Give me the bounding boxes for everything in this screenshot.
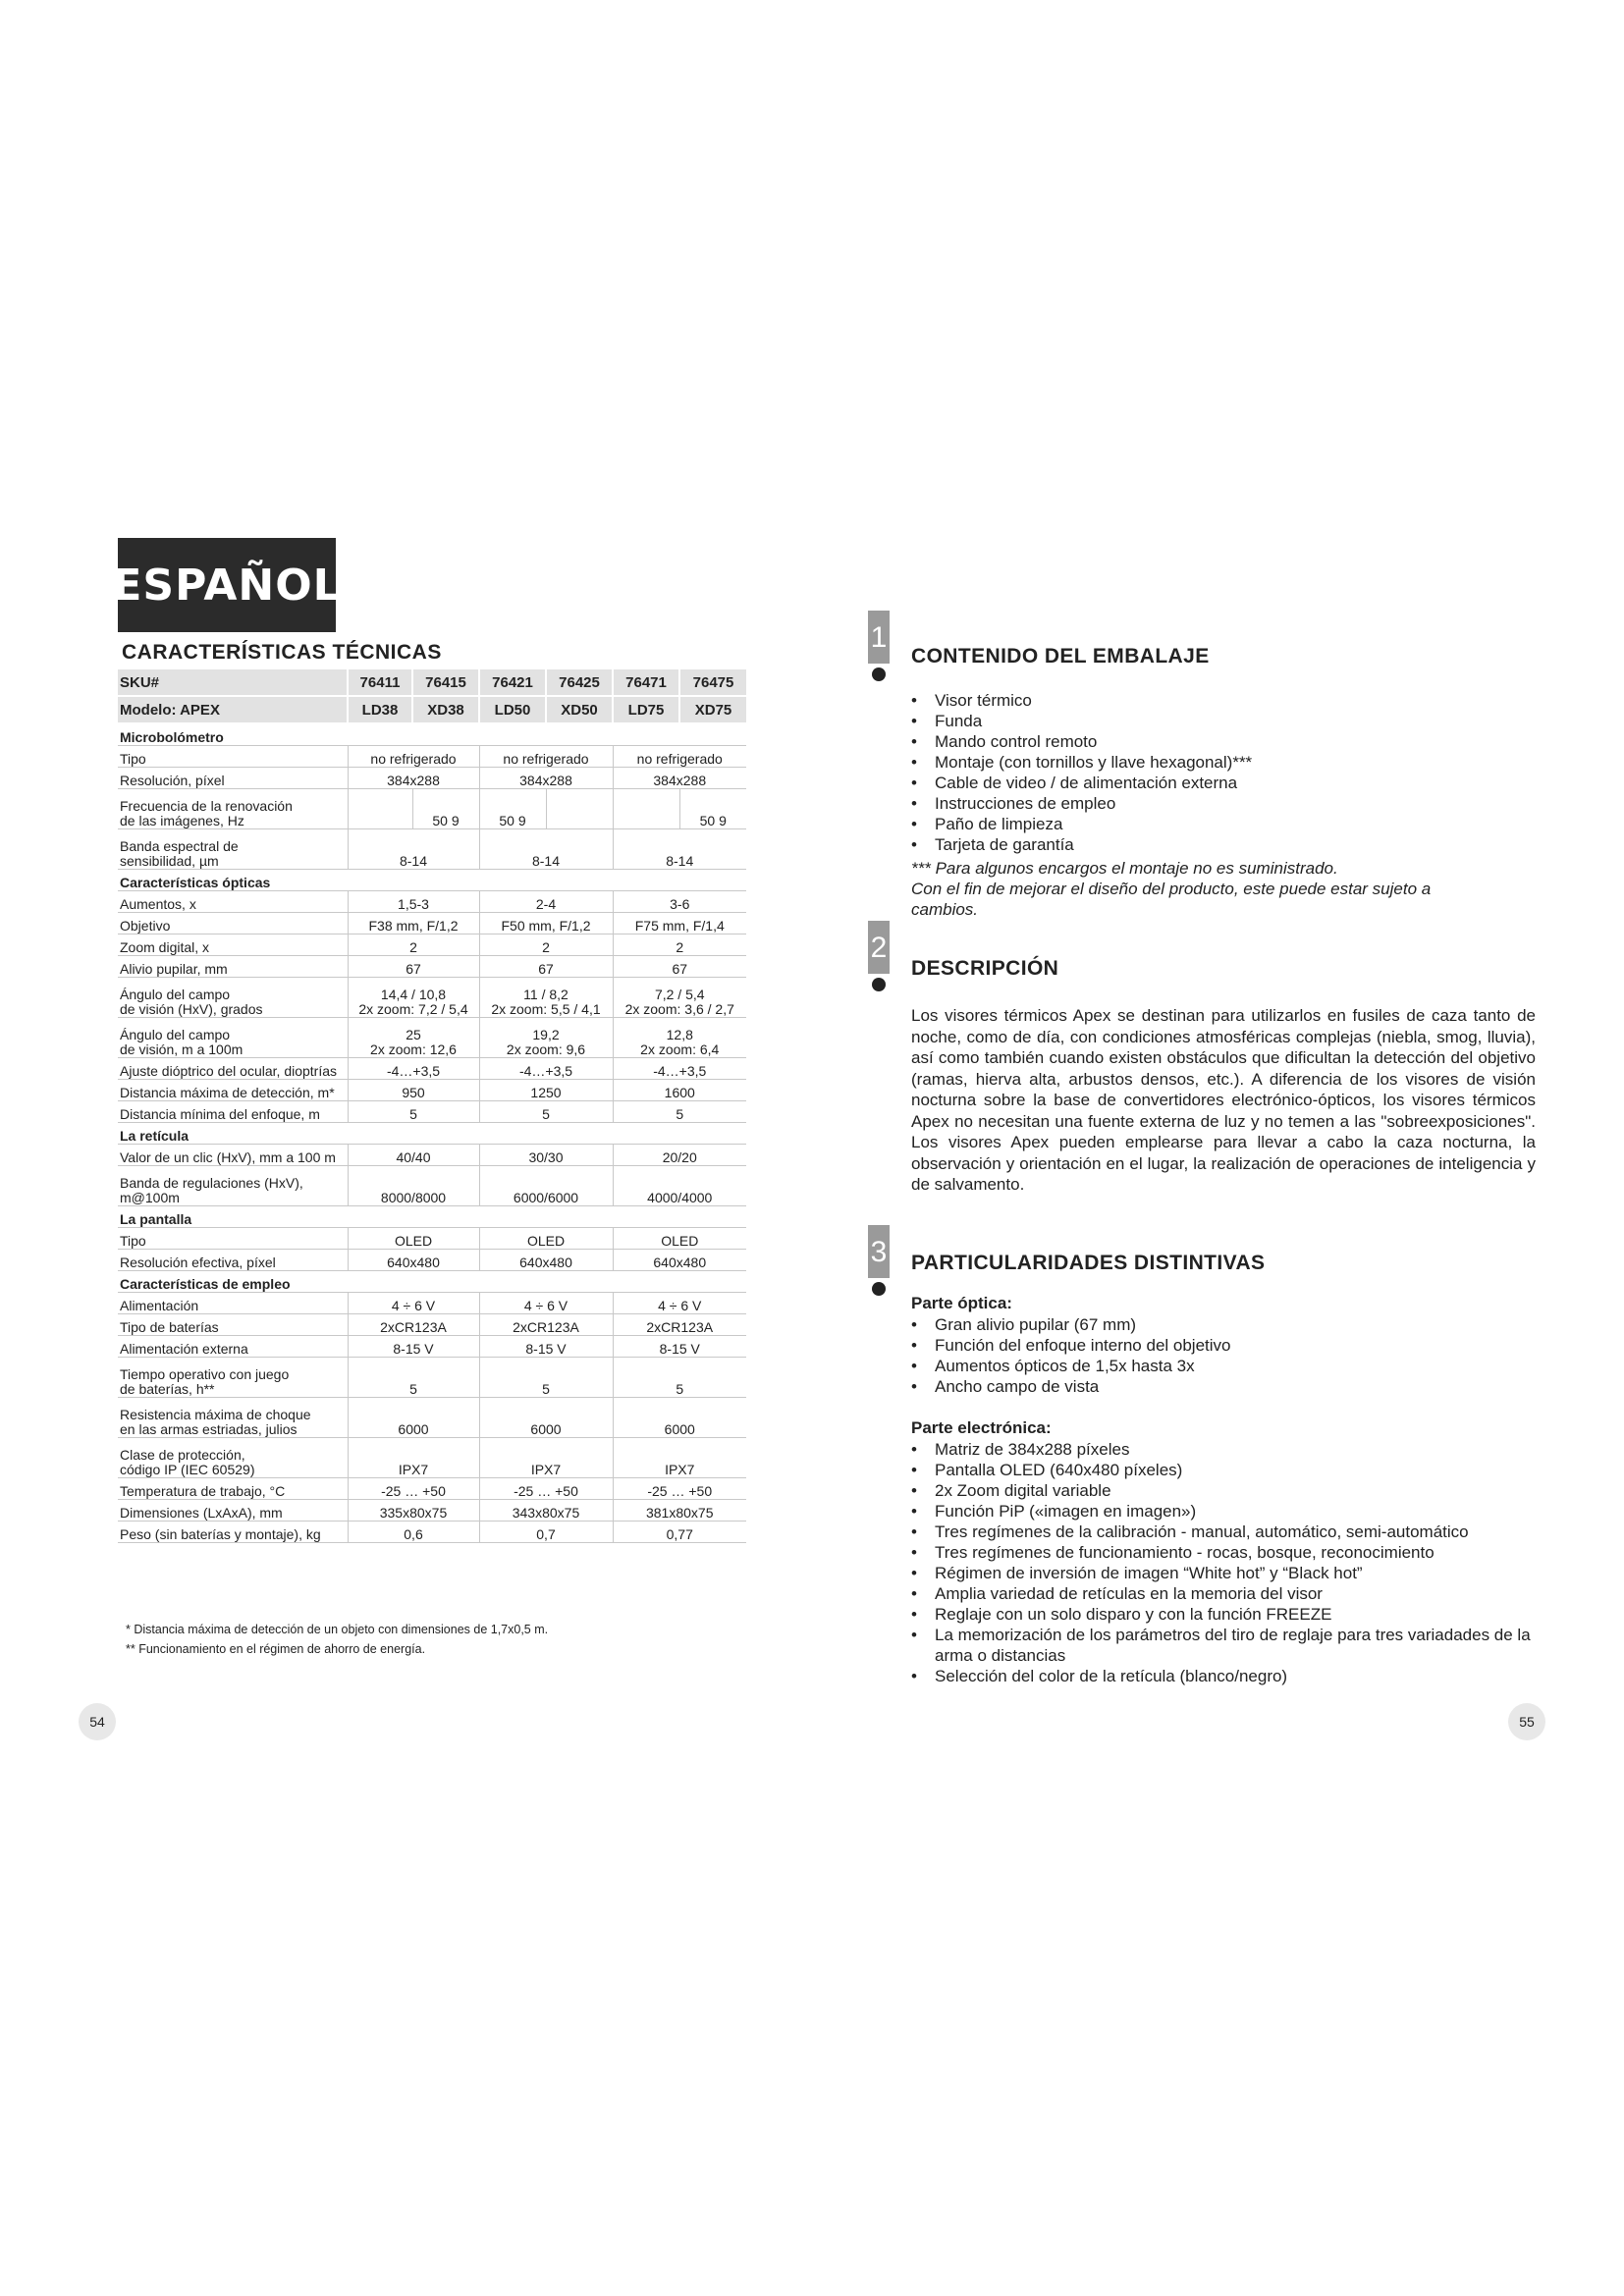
spec-value: -25 … +50 <box>613 1478 746 1500</box>
spec-label: SKU# <box>118 669 348 696</box>
spec-value: 50 9 <box>479 789 546 829</box>
spec-value-line: 2x zoom: 7,2 / 5,4 <box>358 1001 468 1017</box>
spec-label: Microbolómetro <box>118 723 746 746</box>
spec-value: LD38 <box>348 696 412 723</box>
spec-value: -4…+3,5 <box>613 1058 746 1080</box>
spec-value: 1,5-3 <box>348 891 479 913</box>
optic-subheading: Parte óptica: <box>911 1294 1012 1312</box>
spec-value <box>613 1358 746 1398</box>
spec-value-line: 12,8 <box>666 1027 693 1042</box>
electronic-features-list <box>909 1439 1538 1686</box>
spec-value: F75 mm, F/1,4 <box>613 913 746 934</box>
table-row <box>118 1145 746 1166</box>
table-row <box>118 1250 746 1271</box>
section-number: 1 <box>868 611 890 664</box>
spec-value: 1250 <box>479 1080 613 1101</box>
spec-label: Zoom digital, x <box>118 934 348 956</box>
spec-value-line: IPX7 <box>530 1462 562 1477</box>
spec-value <box>348 1358 479 1398</box>
table-row <box>118 768 746 789</box>
spec-label: Objetivo <box>118 913 348 934</box>
table-row <box>118 1206 746 1228</box>
table-row <box>118 1271 746 1293</box>
spec-value: F50 mm, F/1,2 <box>479 913 613 934</box>
spec-label: Características ópticas <box>118 870 746 891</box>
spec-label: Dimensiones (LxAxA), mm <box>118 1500 348 1522</box>
spec-value <box>613 1166 746 1206</box>
list-item: • Función del enfoque interno del objetivo <box>909 1335 1538 1356</box>
spec-value-line: 6000 <box>398 1421 429 1437</box>
spec-value-line: IPX7 <box>665 1462 695 1477</box>
spec-value: F38 mm, F/1,2 <box>348 913 479 934</box>
table-header-row <box>118 696 746 723</box>
spec-value: 67 <box>479 956 613 978</box>
spec-label-line: código IP (IEC 60529) <box>120 1462 255 1477</box>
table-row <box>118 1166 746 1206</box>
list-item: • Visor térmico <box>909 690 1538 711</box>
spec-value-line: 14,4 / 10,8 <box>380 987 447 1002</box>
spec-value <box>348 1438 479 1478</box>
spec-value-line: 2x zoom: 3,6 / 2,7 <box>624 1001 734 1017</box>
spec-value: 76415 <box>412 669 479 696</box>
spec-value: 76475 <box>679 669 746 696</box>
table-row <box>118 1398 746 1438</box>
spec-value: 50 9 <box>679 789 746 829</box>
list-item: • 2x Zoom digital variable <box>909 1480 1538 1501</box>
spec-value <box>613 1438 746 1478</box>
spec-label <box>118 978 348 1018</box>
list-item: • Selección del color de la retícula (blanco/negro) <box>909 1666 1538 1686</box>
spec-label-line: Ángulo del campo <box>120 1027 231 1042</box>
spec-value <box>348 978 479 1018</box>
spec-label: La retícula <box>118 1123 746 1145</box>
spec-value: 5 <box>348 1101 479 1123</box>
spec-value: 950 <box>348 1080 479 1101</box>
spec-value <box>613 789 679 829</box>
spec-value-line: 8-14 <box>399 853 428 869</box>
spec-value: 8-15 V <box>479 1336 613 1358</box>
spec-label-line: Frecuencia de la renovación <box>120 798 293 814</box>
bullet-dot-icon <box>872 667 886 681</box>
spec-value: 50 9 <box>412 789 479 829</box>
spec-value: 343x80x75 <box>479 1500 613 1522</box>
spec-value: 384x288 <box>479 768 613 789</box>
list-item: • Ancho campo de vista <box>909 1376 1538 1397</box>
footnote: * Distancia máxima de detección de un objeto con dimensiones de 1,7x0,5 m. <box>126 1623 549 1636</box>
spec-value: OLED <box>348 1228 479 1250</box>
spec-value-line: 5 <box>542 1381 550 1397</box>
table-row <box>118 1018 746 1058</box>
spec-label: Características de empleo <box>118 1271 746 1293</box>
spec-value: 67 <box>348 956 479 978</box>
spec-label-line: Clase de protección, <box>120 1447 245 1463</box>
section-title-contents: CONTENIDO DEL EMBALAJE <box>911 645 1210 667</box>
spec-value: 640x480 <box>613 1250 746 1271</box>
spec-value: 4 ÷ 6 V <box>479 1293 613 1314</box>
spec-value: 384x288 <box>348 768 479 789</box>
list-item: • Paño de limpieza <box>909 814 1538 834</box>
spec-value-line: 4000/4000 <box>647 1190 713 1205</box>
spec-label-line: Ángulo del campo <box>120 987 231 1002</box>
spec-value-line: IPX7 <box>398 1462 429 1477</box>
spec-value <box>479 1166 613 1206</box>
spec-value: 640x480 <box>348 1250 479 1271</box>
spec-label: Aumentos, x <box>118 891 348 913</box>
footnotes <box>126 1620 548 1659</box>
spec-label-line: de las imágenes, Hz <box>120 813 244 828</box>
spec-value-line: 5 <box>409 1381 417 1397</box>
table-row <box>118 1336 746 1358</box>
table-row <box>118 913 746 934</box>
spec-value: 76411 <box>348 669 412 696</box>
spec-label: Tipo de baterías <box>118 1314 348 1336</box>
language-tab: ESPAÑOL <box>118 538 336 632</box>
spec-value: 0,77 <box>613 1522 746 1543</box>
spec-value: 0,7 <box>479 1522 613 1543</box>
spec-value <box>479 1018 613 1058</box>
spec-value <box>348 1018 479 1058</box>
spec-label-line: Tiempo operativo con juego <box>120 1366 290 1382</box>
package-note: *** Para algunos encargos el montaje no es suministrado. <box>911 859 1338 878</box>
spec-value <box>348 1398 479 1438</box>
table-row <box>118 1358 746 1398</box>
table-row <box>118 746 746 768</box>
package-contents-list <box>909 690 1538 855</box>
list-item: • Gran alivio pupilar (67 mm) <box>909 1314 1538 1335</box>
spec-label-line: de baterías, h** <box>120 1381 215 1397</box>
spec-value <box>348 789 412 829</box>
spec-value <box>613 1018 746 1058</box>
list-item: • Instrucciones de empleo <box>909 793 1538 814</box>
list-item: • Pantalla OLED (640x480 píxeles) <box>909 1460 1538 1480</box>
spec-value: 2-4 <box>479 891 613 913</box>
spec-label: Tipo <box>118 1228 348 1250</box>
spec-value: XD38 <box>412 696 479 723</box>
spec-value: 8-15 V <box>348 1336 479 1358</box>
spec-value-line: 7,2 / 5,4 <box>654 987 705 1002</box>
spec-value-line: 5 <box>676 1381 684 1397</box>
spec-value <box>479 829 613 870</box>
spec-value: 381x80x75 <box>613 1500 746 1522</box>
table-row <box>118 978 746 1018</box>
spec-label: Peso (sin baterías y montaje), kg <box>118 1522 348 1543</box>
spec-value <box>479 978 613 1018</box>
spec-label-line: Banda espectral de <box>120 838 239 854</box>
spec-value: 76471 <box>613 669 679 696</box>
spec-value: 2 <box>479 934 613 956</box>
spec-value-line: 8-14 <box>666 853 694 869</box>
spec-value: LD50 <box>479 696 546 723</box>
spec-value-line: 8000/8000 <box>380 1190 447 1205</box>
spec-label: La pantalla <box>118 1206 746 1228</box>
spec-label: Alivio pupilar, mm <box>118 956 348 978</box>
table-row <box>118 1522 746 1543</box>
spec-value: XD75 <box>679 696 746 723</box>
list-item: • Matriz de 384x288 píxeles <box>909 1439 1538 1460</box>
spec-value: 2 <box>348 934 479 956</box>
spec-value: no refrigerado <box>479 746 613 768</box>
electronic-subheading: Parte electrónica: <box>911 1418 1052 1437</box>
spec-value: 76421 <box>479 669 546 696</box>
spec-label: Ajuste dióptrico del ocular, dioptrías <box>118 1058 348 1080</box>
spec-value: 8-15 V <box>613 1336 746 1358</box>
table-row <box>118 1228 746 1250</box>
spec-label <box>118 1018 348 1058</box>
spec-label-line: Banda de regulaciones (HxV), <box>120 1175 303 1191</box>
list-item: • Montaje (con tornillos y llave hexagonal)*** <box>909 752 1538 773</box>
table-row <box>118 934 746 956</box>
spec-label: Resolución, píxel <box>118 768 348 789</box>
spec-value: 640x480 <box>479 1250 613 1271</box>
spec-value: 40/40 <box>348 1145 479 1166</box>
table-row <box>118 1500 746 1522</box>
spec-label: Alimentación <box>118 1293 348 1314</box>
spec-value: 2xCR123A <box>348 1314 479 1336</box>
spec-value: 5 <box>479 1101 613 1123</box>
table-row <box>118 1058 746 1080</box>
spec-label: Valor de un clic (HxV), mm a 100 m <box>118 1145 348 1166</box>
spec-value <box>613 1398 746 1438</box>
spec-label <box>118 1438 348 1478</box>
spec-label <box>118 789 348 829</box>
table-row <box>118 1123 746 1145</box>
spec-value: no refrigerado <box>613 746 746 768</box>
spec-value-line: 2x zoom: 9,6 <box>506 1041 586 1057</box>
spec-value: -25 … +50 <box>348 1478 479 1500</box>
description-text: Los visores térmicos Apex se destinan para utilizarlos en fusiles de caza tanto de noche, como de día, con condiciones atmosféricas complejas (niebla, smog, lluvia), así como también cuando existen obstáculos que dificultan la detección del objetivo (ramas, hierva alta, arbustos densos, etc.). A diferencia de los visores de visión nocturna sobre la base de convertidores electrónico-ópticos, los visores térmicos Apex no necesitan una fuente externa de luz y no temen a las "sobreexposiciones". Los visores Apex pueden emplearse para llevar a cabo la caza nocturna, la observación y orientación en el lugar, la realización de operaciones de inteligencia y de salvamento. <box>911 1006 1536 1194</box>
table-row <box>118 1438 746 1478</box>
spec-label-line: Resistencia máxima de choque <box>120 1407 311 1422</box>
spec-value-line: 6000/6000 <box>513 1190 579 1205</box>
spec-value-line: 8-14 <box>531 853 561 869</box>
spec-value <box>546 789 613 829</box>
spec-value: 0,6 <box>348 1522 479 1543</box>
spec-value: -4…+3,5 <box>348 1058 479 1080</box>
list-item: • Mando control remoto <box>909 731 1538 752</box>
spec-value-line: 2x zoom: 12,6 <box>370 1041 457 1057</box>
spec-value: 3-6 <box>613 891 746 913</box>
list-item: • Reglaje con un solo disparo y con la función FREEZE <box>909 1604 1538 1625</box>
table-row <box>118 1080 746 1101</box>
spec-label: Temperatura de trabajo, °C <box>118 1478 348 1500</box>
list-item: • Tres regímenes de funcionamiento - rocas, bosque, reconocimiento <box>909 1542 1538 1563</box>
spec-label: Tipo <box>118 746 348 768</box>
spec-label-line: m@100m <box>120 1190 180 1205</box>
spec-value: 4 ÷ 6 V <box>613 1293 746 1314</box>
package-note: Con el fin de mejorar el diseño del producto, este puede estar sujeto a cambios. <box>911 880 1432 919</box>
specs-title: CARACTERÍSTICAS TÉCNICAS <box>122 641 442 664</box>
spec-value: 2xCR123A <box>479 1314 613 1336</box>
page-number-right: 55 <box>1508 1703 1545 1740</box>
spec-value: 2xCR123A <box>613 1314 746 1336</box>
spec-value <box>613 978 746 1018</box>
spec-value: -25 … +50 <box>479 1478 613 1500</box>
table-row <box>118 956 746 978</box>
spec-value: no refrigerado <box>348 746 479 768</box>
spec-value-line: 6000 <box>530 1421 562 1437</box>
spec-value: LD75 <box>613 696 679 723</box>
list-item: • Aumentos ópticos de 1,5x hasta 3x <box>909 1356 1538 1376</box>
table-row <box>118 1478 746 1500</box>
table-row <box>118 891 746 913</box>
spec-label: Distancia mínima del enfoque, m <box>118 1101 348 1123</box>
list-item: • La memorización de los parámetros del tiro de reglaje para tres variadades de la arma o distancias <box>909 1625 1538 1666</box>
section-number: 2 <box>868 921 890 974</box>
spec-value-line: 19,2 <box>532 1027 560 1042</box>
spec-label: Alimentación externa <box>118 1336 348 1358</box>
spec-value-line: 6000 <box>664 1421 695 1437</box>
spec-value: 384x288 <box>613 768 746 789</box>
spec-value <box>348 829 479 870</box>
section-title-description: DESCRIPCIÓN <box>911 957 1059 980</box>
spec-value <box>479 1438 613 1478</box>
spec-label: Distancia máxima de detección, m* <box>118 1080 348 1101</box>
spec-value: 2 <box>613 934 746 956</box>
spec-value: 20/20 <box>613 1145 746 1166</box>
spec-value-line: 2x zoom: 5,5 / 4,1 <box>491 1001 601 1017</box>
spec-value: -4…+3,5 <box>479 1058 613 1080</box>
table-row <box>118 1101 746 1123</box>
spec-value-line: 25 <box>406 1027 421 1042</box>
table-row <box>118 1293 746 1314</box>
section-marker-3 <box>868 1225 890 1296</box>
spec-value: 4 ÷ 6 V <box>348 1293 479 1314</box>
spec-value: 67 <box>613 956 746 978</box>
section-marker-2 <box>868 921 890 991</box>
specs-table <box>118 669 746 1543</box>
spec-value <box>479 1358 613 1398</box>
list-item: • Función PiP («imagen en imagen») <box>909 1501 1538 1522</box>
list-item: • Tarjeta de garantía <box>909 834 1538 855</box>
spec-label <box>118 1166 348 1206</box>
spec-value: XD50 <box>546 696 613 723</box>
list-item: • Tres regímenes de la calibración - manual, automático, semi-automático <box>909 1522 1538 1542</box>
bullet-dot-icon <box>872 1282 886 1296</box>
spec-value: 5 <box>613 1101 746 1123</box>
bullet-dot-icon <box>872 978 886 991</box>
spec-label-line: sensibilidad, µm <box>120 853 219 869</box>
spec-label-line: en las armas estriadas, julios <box>120 1421 298 1437</box>
spec-value-line: 2x zoom: 6,4 <box>640 1041 720 1057</box>
spec-label <box>118 1358 348 1398</box>
table-row <box>118 1314 746 1336</box>
footnote: ** Funcionamiento en el régimen de ahorro de energía. <box>126 1642 426 1656</box>
spec-value: OLED <box>479 1228 613 1250</box>
spec-label <box>118 1398 348 1438</box>
section-number: 3 <box>868 1225 890 1278</box>
table-header-row <box>118 669 746 696</box>
spec-value: OLED <box>613 1228 746 1250</box>
spec-value <box>613 829 746 870</box>
spec-label: Resolución efectiva, píxel <box>118 1250 348 1271</box>
optic-features-list <box>909 1314 1538 1397</box>
spec-label: Modelo: APEX <box>118 696 348 723</box>
spec-value-line: 11 / 8,2 <box>523 987 568 1002</box>
spec-value: 1600 <box>613 1080 746 1101</box>
list-item: • Amplia variedad de retículas en la memoria del visor <box>909 1583 1538 1604</box>
table-row <box>118 789 746 829</box>
spec-value: 335x80x75 <box>348 1500 479 1522</box>
spec-value: 76425 <box>546 669 613 696</box>
list-item: • Régimen de inversión de imagen “White hot” y “Black hot” <box>909 1563 1538 1583</box>
spec-value <box>348 1166 479 1206</box>
page-number-left: 54 <box>79 1703 116 1740</box>
spec-label-line: de visión (HxV), grados <box>120 1001 263 1017</box>
spec-value <box>479 1398 613 1438</box>
section-title-features: PARTICULARIDADES DISTINTIVAS <box>911 1252 1266 1274</box>
list-item: • Funda <box>909 711 1538 731</box>
table-row <box>118 723 746 746</box>
table-row <box>118 870 746 891</box>
table-row <box>118 829 746 870</box>
list-item: • Cable de video / de alimentación externa <box>909 773 1538 793</box>
section-marker-1 <box>868 611 890 681</box>
spec-label-line: de visión, m a 100m <box>120 1041 244 1057</box>
spec-value: 30/30 <box>479 1145 613 1166</box>
spec-label <box>118 829 348 870</box>
